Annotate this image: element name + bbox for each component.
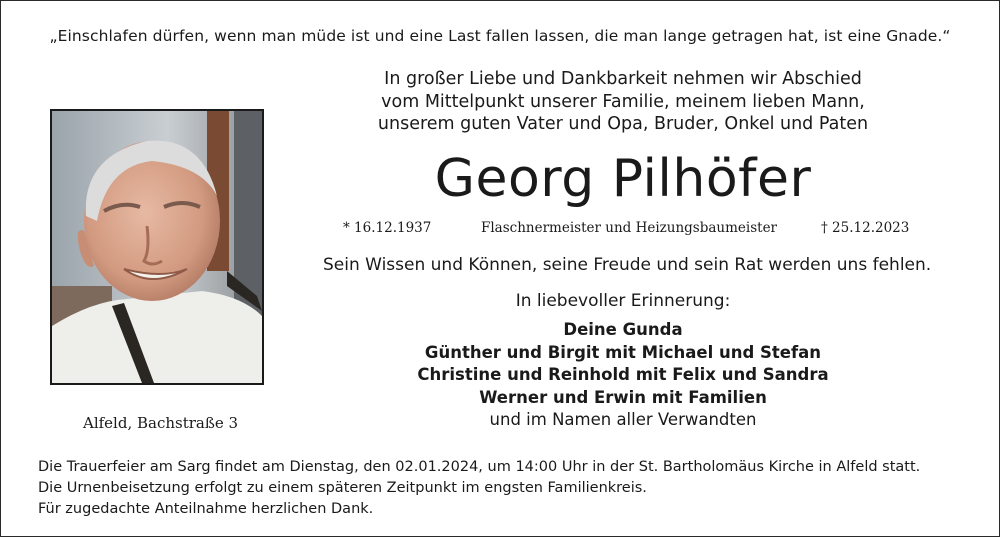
intro-text	[323, 68, 923, 136]
portrait-photo	[50, 109, 264, 385]
death-date: † 25.12.2023	[821, 220, 910, 236]
mourners-closing: und im Namen aller Verwandten	[489, 410, 757, 430]
birth-date: * 16.12.1937	[343, 220, 432, 236]
footer-line: Die Urnenbeisetzung erfolgt zu einem späteren Zeitpunkt im engsten Familienkreis.	[38, 480, 647, 496]
footer-line: Für zugedachte Anteilnahme herzlichen Dank.	[38, 501, 374, 517]
mourner-line: Werner und Erwin mit Familien	[479, 387, 767, 407]
intro-line: unserem guten Vater und Opa, Bruder, Onkel und Paten	[377, 114, 869, 134]
footer-line: Die Trauerfeier am Sarg findet am Dienstag, den 02.01.2024, um 14:00 Uhr in der St. Bartholomäus Kirche in Alfeld statt.	[38, 459, 921, 475]
intro-line: vom Mittelpunkt unserer Familie, meinem lieben Mann,	[381, 91, 865, 112]
mourners-list	[323, 319, 923, 432]
memory-intro: In liebevoller Erinnerung:	[515, 291, 731, 311]
mourner-line: Günther und Birgit mit Michael und Stefan	[424, 342, 822, 362]
loss-line: Sein Wissen und Können, seine Freude und sein Rat werden uns fehlen.	[323, 255, 932, 275]
mourner-line: Deine Gunda	[563, 320, 683, 339]
profession: Flaschnermeister und Heizungsbaumeister	[481, 220, 778, 236]
intro-line: In großer Liebe und Dankbarkeit nehmen wir Abschied	[384, 69, 862, 89]
portrait-image	[52, 111, 262, 383]
funeral-info	[38, 457, 920, 520]
mourner-line: Christine und Reinhold mit Felix und Sandra	[417, 365, 829, 385]
address: Alfeld, Bachstraße 3	[83, 414, 239, 432]
deceased-name: Georg Pilhöfer	[434, 149, 812, 209]
motto-quote: „Einschlafen dürfen, wenn man müde ist und eine Last fallen lassen, die man lange getragen hat, ist eine Gnade.“	[49, 27, 951, 45]
